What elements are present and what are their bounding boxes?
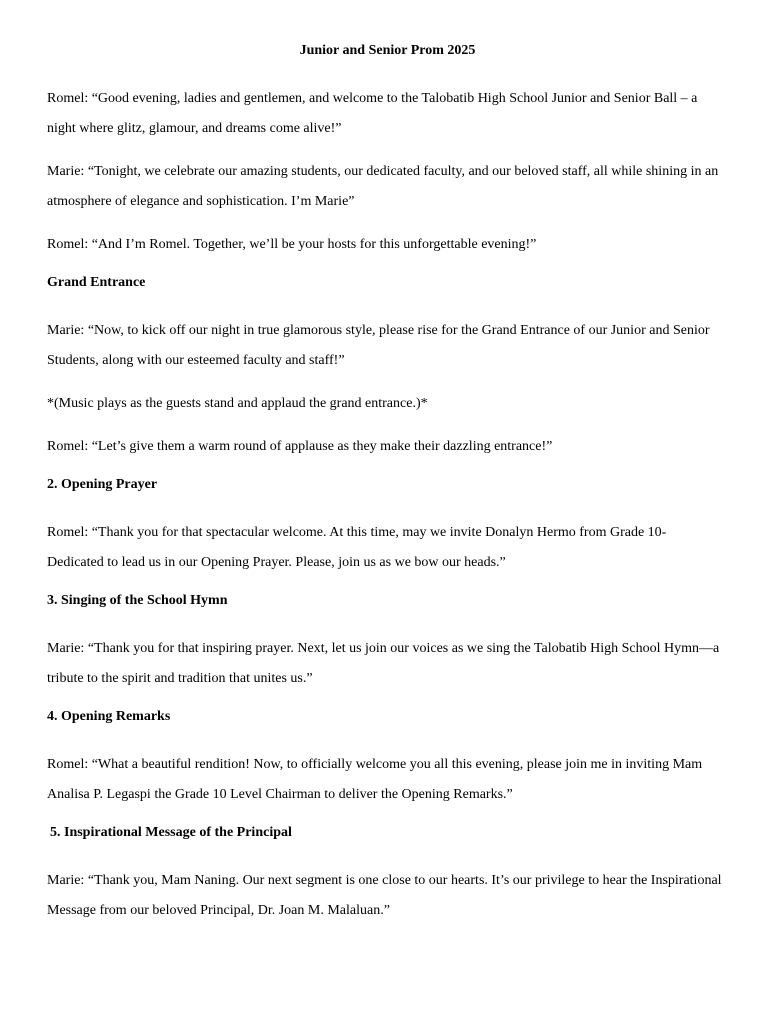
script-paragraph: Romel: “Good evening, ladies and gentlemen, and welcome to the Talobatib High School Junior and Senior Ball – a night where glitz, glamour, and dreams come alive!” <box>47 91 698 136</box>
section-heading: 2. Opening Prayer <box>47 477 158 492</box>
script-paragraph: Marie: “Tonight, we celebrate our amazing students, our dedicated faculty, and our beloved staff, all while shining in an atmosphere of elegance and sophistication. I’m Marie” <box>47 164 719 209</box>
document-title: Junior and Senior Prom 2025 <box>299 43 476 58</box>
script-paragraph: Romel: “And I’m Romel. Together, we’ll be your hosts for this unforgettable evening!” <box>47 237 537 252</box>
script-paragraph: Marie: “Now, to kick off our night in true glamorous style, please rise for the Grand Entrance of our Junior and Senior Students, along with our esteemed faculty and staff!” <box>47 323 710 368</box>
script-paragraph: Romel: “What a beautiful rendition! Now, to officially welcome you all this evening, please join me in inviting Mam Analisa P. Legaspi the Grade 10 Level Chairman to deliver the Opening Remarks.” <box>47 757 703 802</box>
script-paragraph: Marie: “Thank you, Mam Naning. Our next segment is one close to our hearts. It’s our privilege to hear the Inspirational Message from our beloved Principal, Dr. Joan M. Malaluan.” <box>47 873 722 918</box>
script-paragraph: *(Music plays as the guests stand and applaud the grand entrance.)* <box>47 396 428 411</box>
section-heading: Grand Entrance <box>47 275 146 290</box>
section-heading: 3. Singing of the School Hymn <box>47 593 228 608</box>
section-heading: 4. Opening Remarks <box>47 709 171 724</box>
section-heading: 5. Inspirational Message of the Principal <box>50 825 292 840</box>
script-paragraph: Romel: “Thank you for that spectacular welcome. At this time, may we invite Donalyn Hermo from Grade 10-Dedicated to lead us in our Opening Prayer. Please, join us as we bow our heads.” <box>47 525 667 570</box>
script-paragraph: Romel: “Let’s give them a warm round of applause as they make their dazzling entrance!” <box>47 439 553 454</box>
document-body <box>47 84 722 926</box>
script-paragraph: Marie: “Thank you for that inspiring prayer. Next, let us join our voices as we sing the Talobatib High School Hymn—a tribute to the spirit and tradition that unites us.” <box>47 641 720 686</box>
